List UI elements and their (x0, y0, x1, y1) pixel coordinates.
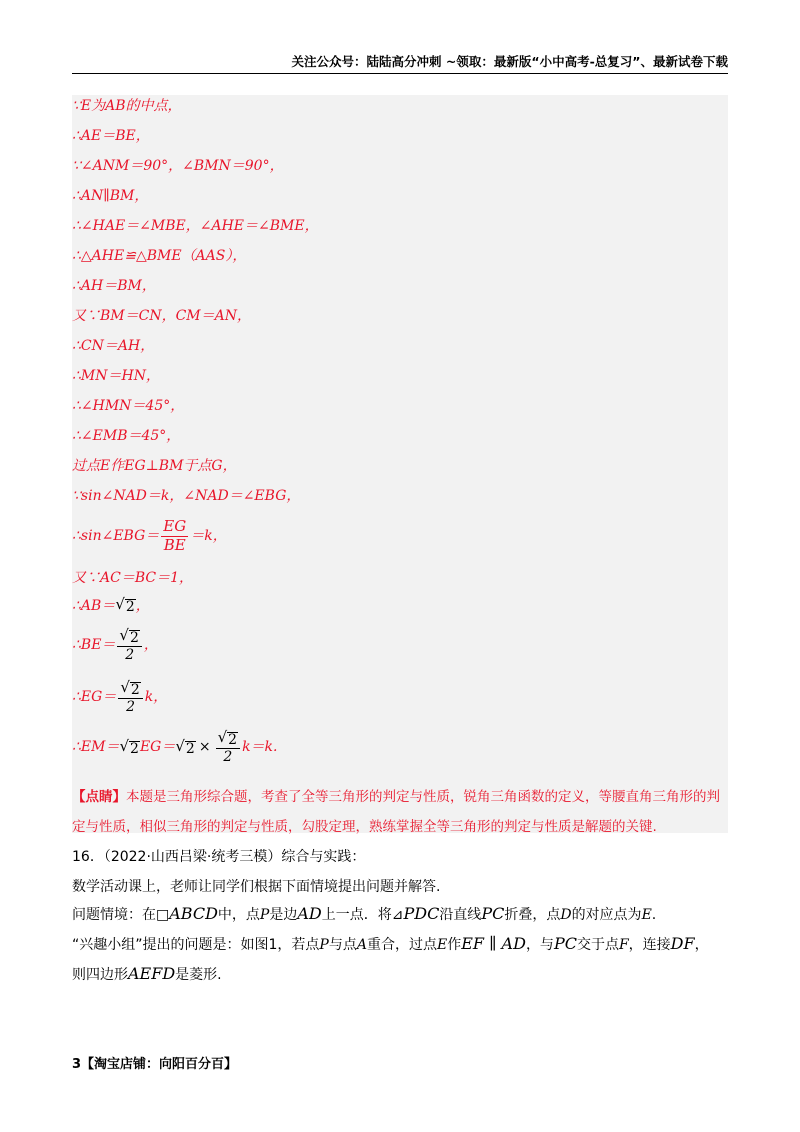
sin-ebg-prefix: ∴sin∠EBG＝ (72, 528, 160, 545)
problem-title: 16．（2022·山西吕梁·统考三模）综合与实践： (72, 849, 366, 865)
solution-line-7: ∴AH＝BM， (72, 278, 156, 294)
sqrt2-over-2-fraction: √ 2 2 (118, 680, 142, 715)
solution-line-5: ∴∠HAE＝∠MBE，∠AHE＝∠BME， (72, 218, 319, 234)
header-divider (72, 73, 728, 74)
eg-prefix: ∴EG＝ (72, 689, 117, 706)
remark-paragraph (72, 782, 728, 842)
solution-line-1: ∵E为AB的中点， (72, 98, 182, 114)
solution-line-12: ∴∠EMB＝45°， (72, 428, 181, 444)
times-sign: × (198, 739, 211, 756)
solution-line-2: ∴AE＝BE， (72, 128, 150, 144)
fraction-denominator: BE (163, 535, 186, 554)
sin-ebg-suffix: ＝k， (190, 528, 227, 545)
em-prefix: ∴EM＝ (72, 739, 120, 756)
ab-suffix: ， (135, 597, 150, 614)
fraction-numerator: EG (163, 517, 187, 535)
be-suffix: ， (143, 637, 158, 654)
solution-line-6: ∴△AHE≌△BME（AAS）， (72, 248, 247, 264)
solution-line-20 (72, 730, 277, 765)
eg-over-be-fraction (161, 519, 188, 554)
sqrt2-over-2-fraction: √ 2 2 (117, 628, 141, 663)
ab-prefix: ∴AB＝ (72, 597, 116, 614)
sqrt2-over-2-fraction: √ 2 2 (216, 730, 240, 765)
problem-paragraph-3: “兴趣小组”提出的问题是：如图1，若点P与点A重合，过点E作EF ∥ AD，与PC交于点F，连接DF， (72, 934, 709, 953)
page-footer: 3【淘宝店铺：向阳百分百】 (72, 1057, 238, 1072)
solution-line-11: ∴∠HMN＝45°， (72, 398, 185, 414)
sqrt-two: √ 2 (115, 595, 135, 615)
problem-paragraph-2: 问题情境：在□ABCD中，点P是边AD上一点．将⊿PDC沿直线PC折叠，点D的对应点为E. (72, 904, 657, 923)
solution-line-10: ∴MN＝HN， (72, 368, 160, 384)
solution-line-13: 过点E作EG⊥BM于点G， (72, 458, 237, 474)
solution-line-4: ∴AN∥BM， (72, 188, 149, 204)
solution-line-15 (72, 519, 227, 554)
em-mid: EG＝ (139, 739, 176, 756)
solution-line-19 (72, 680, 167, 715)
problem-paragraph-4: 则四边形AEFD是菱形. (72, 964, 222, 983)
sqrt-two: √ 2 (175, 736, 195, 757)
solution-line-18 (72, 628, 158, 663)
solution-line-17 (72, 597, 150, 614)
page-header: 关注公众号：陆陆高分冲刺 ~领取：最新版“小中高考-总复习”、最新试卷下载 (291, 54, 728, 69)
remark-text: 本题是三角形综合题，考查了全等三角形的判定与性质，锐角三角函数的定义，等腰直角三角形的判定与性质，相似三角形的判定与性质，勾股定理，熟练掌握全等三角形的判定与性质是解题的关键. (72, 789, 720, 835)
solution-line-8: 又∵BM＝CN，CM＝AN， (72, 308, 251, 324)
em-suffix: k＝k. (242, 739, 278, 756)
solution-line-3: ∵∠ANM＝90°，∠BMN＝90°， (72, 158, 284, 174)
solution-line-16: 又∵AC＝BC＝1， (72, 570, 193, 586)
remark-tag: 【点睛】 (72, 789, 126, 805)
solution-line-14: ∵sin∠NAD＝k，∠NAD＝∠EBG， (72, 488, 301, 504)
eg-suffix: k， (144, 689, 168, 706)
sqrt-two: √ 2 (119, 736, 139, 757)
be-prefix: ∴BE＝ (72, 637, 116, 654)
solution-line-9: ∴CN＝AH， (72, 338, 155, 354)
problem-paragraph-1: 数学活动课上，老师让同学们根据下面情境提出问题并解答. (72, 879, 441, 895)
